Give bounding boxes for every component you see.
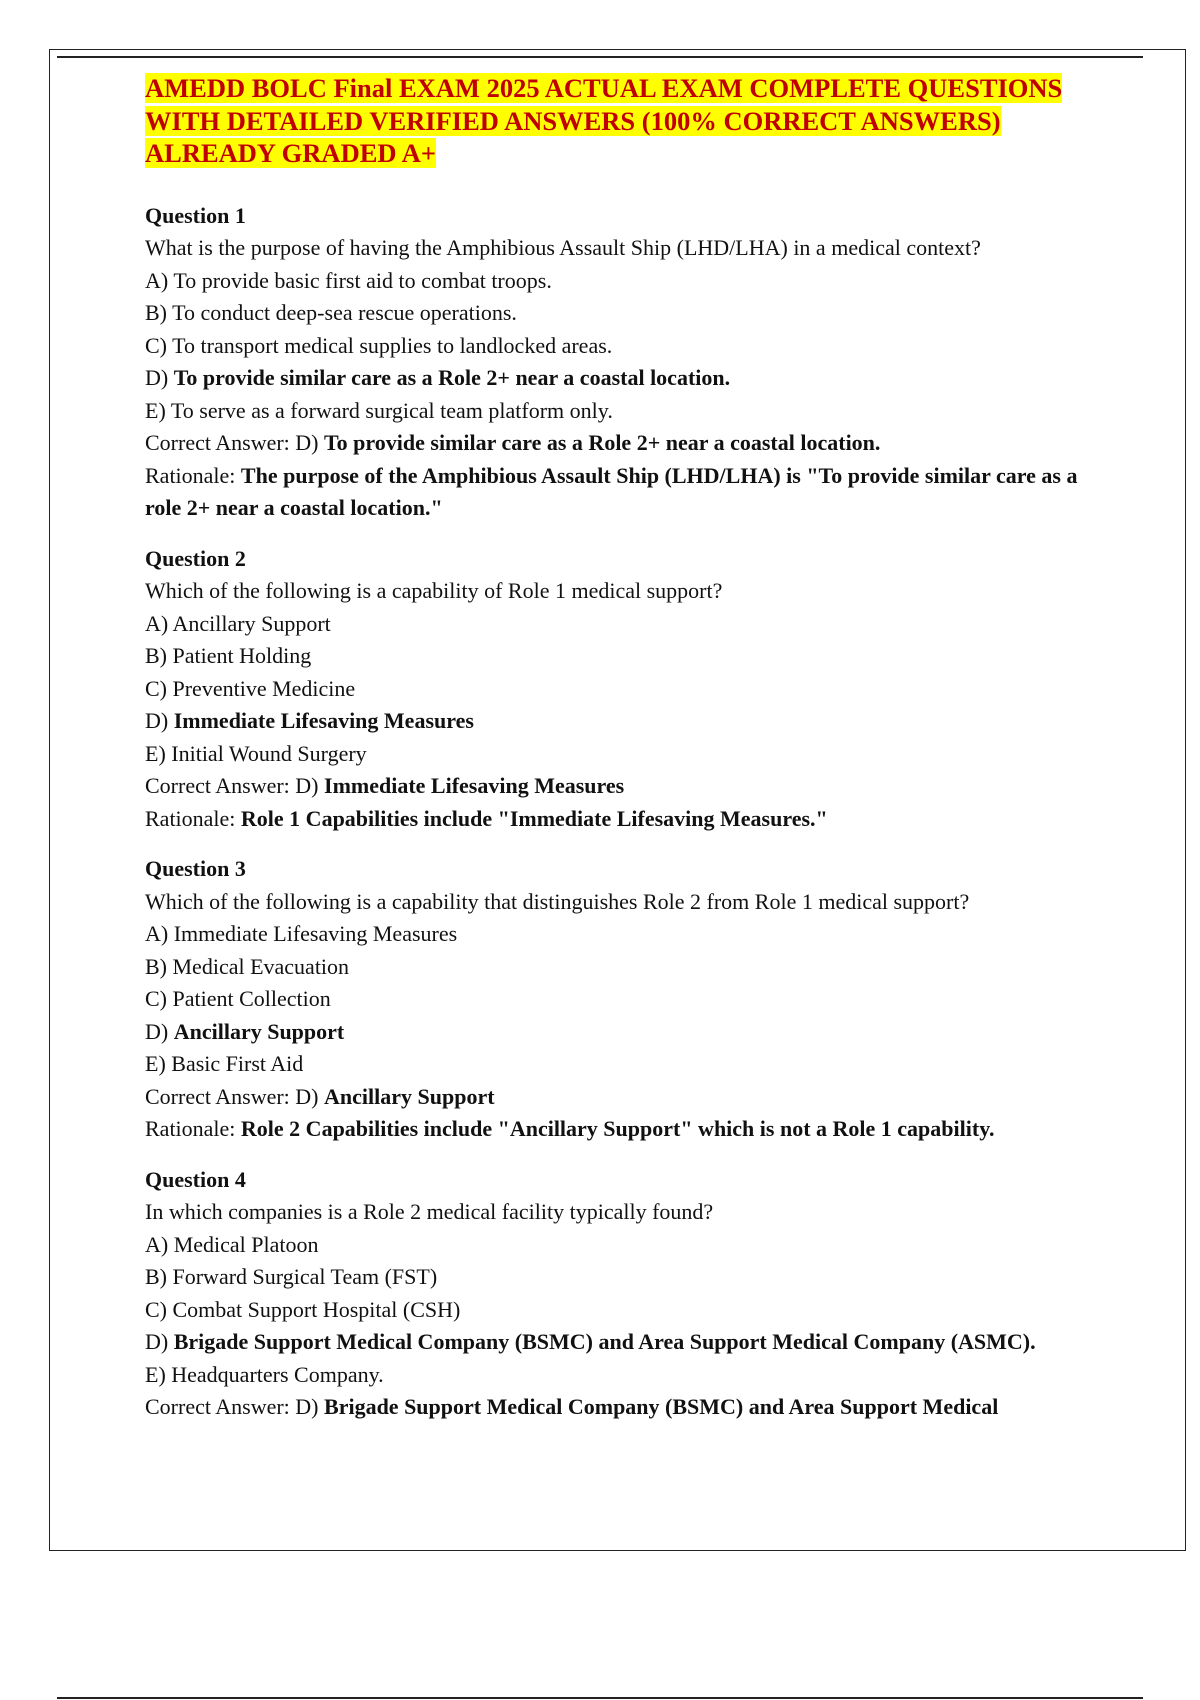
rationale: Rationale: The purpose of the Amphibious Assault Ship (LHD/LHA) is "To provide similar care as a role 2+ near a coastal location.": [145, 462, 1078, 520]
question-text: Which of the following is a capability of Role 1 medical support?: [145, 578, 723, 603]
question-text: What is the purpose of having the Amphibious Assault Ship (LHD/LHA) in a medical context?: [145, 235, 981, 260]
rationale: Rationale: Role 2 Capabilities include "Ancillary Support" which is not a Role 1 capability.: [145, 1116, 995, 1141]
option-d: D) Immediate Lifesaving Measures: [145, 708, 474, 733]
option-e: E) Initial Wound Surgery: [145, 740, 367, 766]
question-block: [145, 853, 1085, 1146]
option-c: C) Preventive Medicine: [145, 675, 356, 701]
option-b: B) Patient Holding: [145, 643, 312, 668]
question-block: [145, 543, 1085, 836]
option-b: B) Forward Surgical Team (FST): [145, 1264, 438, 1289]
option-b: B) To conduct deep-sea rescue operations.: [145, 300, 517, 325]
option-b: B) Medical Evacuation: [145, 953, 350, 979]
option-a: A) To provide basic first aid to combat troops.: [145, 267, 552, 293]
option-c: C) Combat Support Hospital (CSH): [145, 1296, 461, 1322]
title-highlight: AMEDD BOLC Final EXAM 2025 ACTUAL EXAM COMPLETE QUESTIONS WITH DETAILED VERIFIED ANSWERS (100% CORRECT ANSWERS) ALREADY GRADED A+: [145, 73, 1063, 168]
question-text: In which companies is a Role 2 medical facility typically found?: [145, 1199, 714, 1224]
document-title: [145, 72, 1085, 170]
question-heading: Question 3: [145, 856, 246, 881]
option-c: C) To transport medical supplies to landlocked areas.: [145, 332, 613, 358]
top-rule: [57, 56, 1143, 58]
option-e: E) Basic First Aid: [145, 1051, 304, 1076]
question-text: Which of the following is a capability that distinguishes Role 2 from Role 1 medical support?: [145, 888, 970, 914]
bottom-rule: [57, 1697, 1143, 1699]
question-block: [145, 1164, 1085, 1424]
question-heading: Question 1: [145, 202, 246, 228]
option-a: A) Immediate Lifesaving Measures: [145, 921, 458, 946]
correct-answer: Correct Answer: D) Brigade Support Medical Company (BSMC) and Area Support Medical: [145, 1394, 999, 1419]
option-a: A) Medical Platoon: [145, 1231, 319, 1257]
question-heading: Question 4: [145, 1166, 246, 1192]
correct-answer: Correct Answer: D) Ancillary Support: [145, 1083, 495, 1109]
option-e: E) To serve as a forward surgical team platform only.: [145, 397, 613, 423]
document-content: [145, 72, 1085, 1442]
option-d: D) Brigade Support Medical Company (BSMC) and Area Support Medical Company (ASMC).: [145, 1329, 1036, 1354]
question-heading: Question 2: [145, 545, 246, 571]
option-c: C) Patient Collection: [145, 986, 331, 1011]
rationale: Rationale: Role 1 Capabilities include "Immediate Lifesaving Measures.": [145, 805, 828, 831]
correct-answer: Correct Answer: D) To provide similar care as a Role 2+ near a coastal location.: [145, 430, 881, 455]
option-e: E) Headquarters Company.: [145, 1361, 384, 1387]
option-d: D) Ancillary Support: [145, 1018, 345, 1044]
question-block: [145, 200, 1085, 525]
correct-answer: Correct Answer: D) Immediate Lifesaving Measures: [145, 773, 625, 798]
option-d: D) To provide similar care as a Role 2+ near a coastal location.: [145, 365, 731, 390]
option-a: A) Ancillary Support: [145, 610, 331, 636]
